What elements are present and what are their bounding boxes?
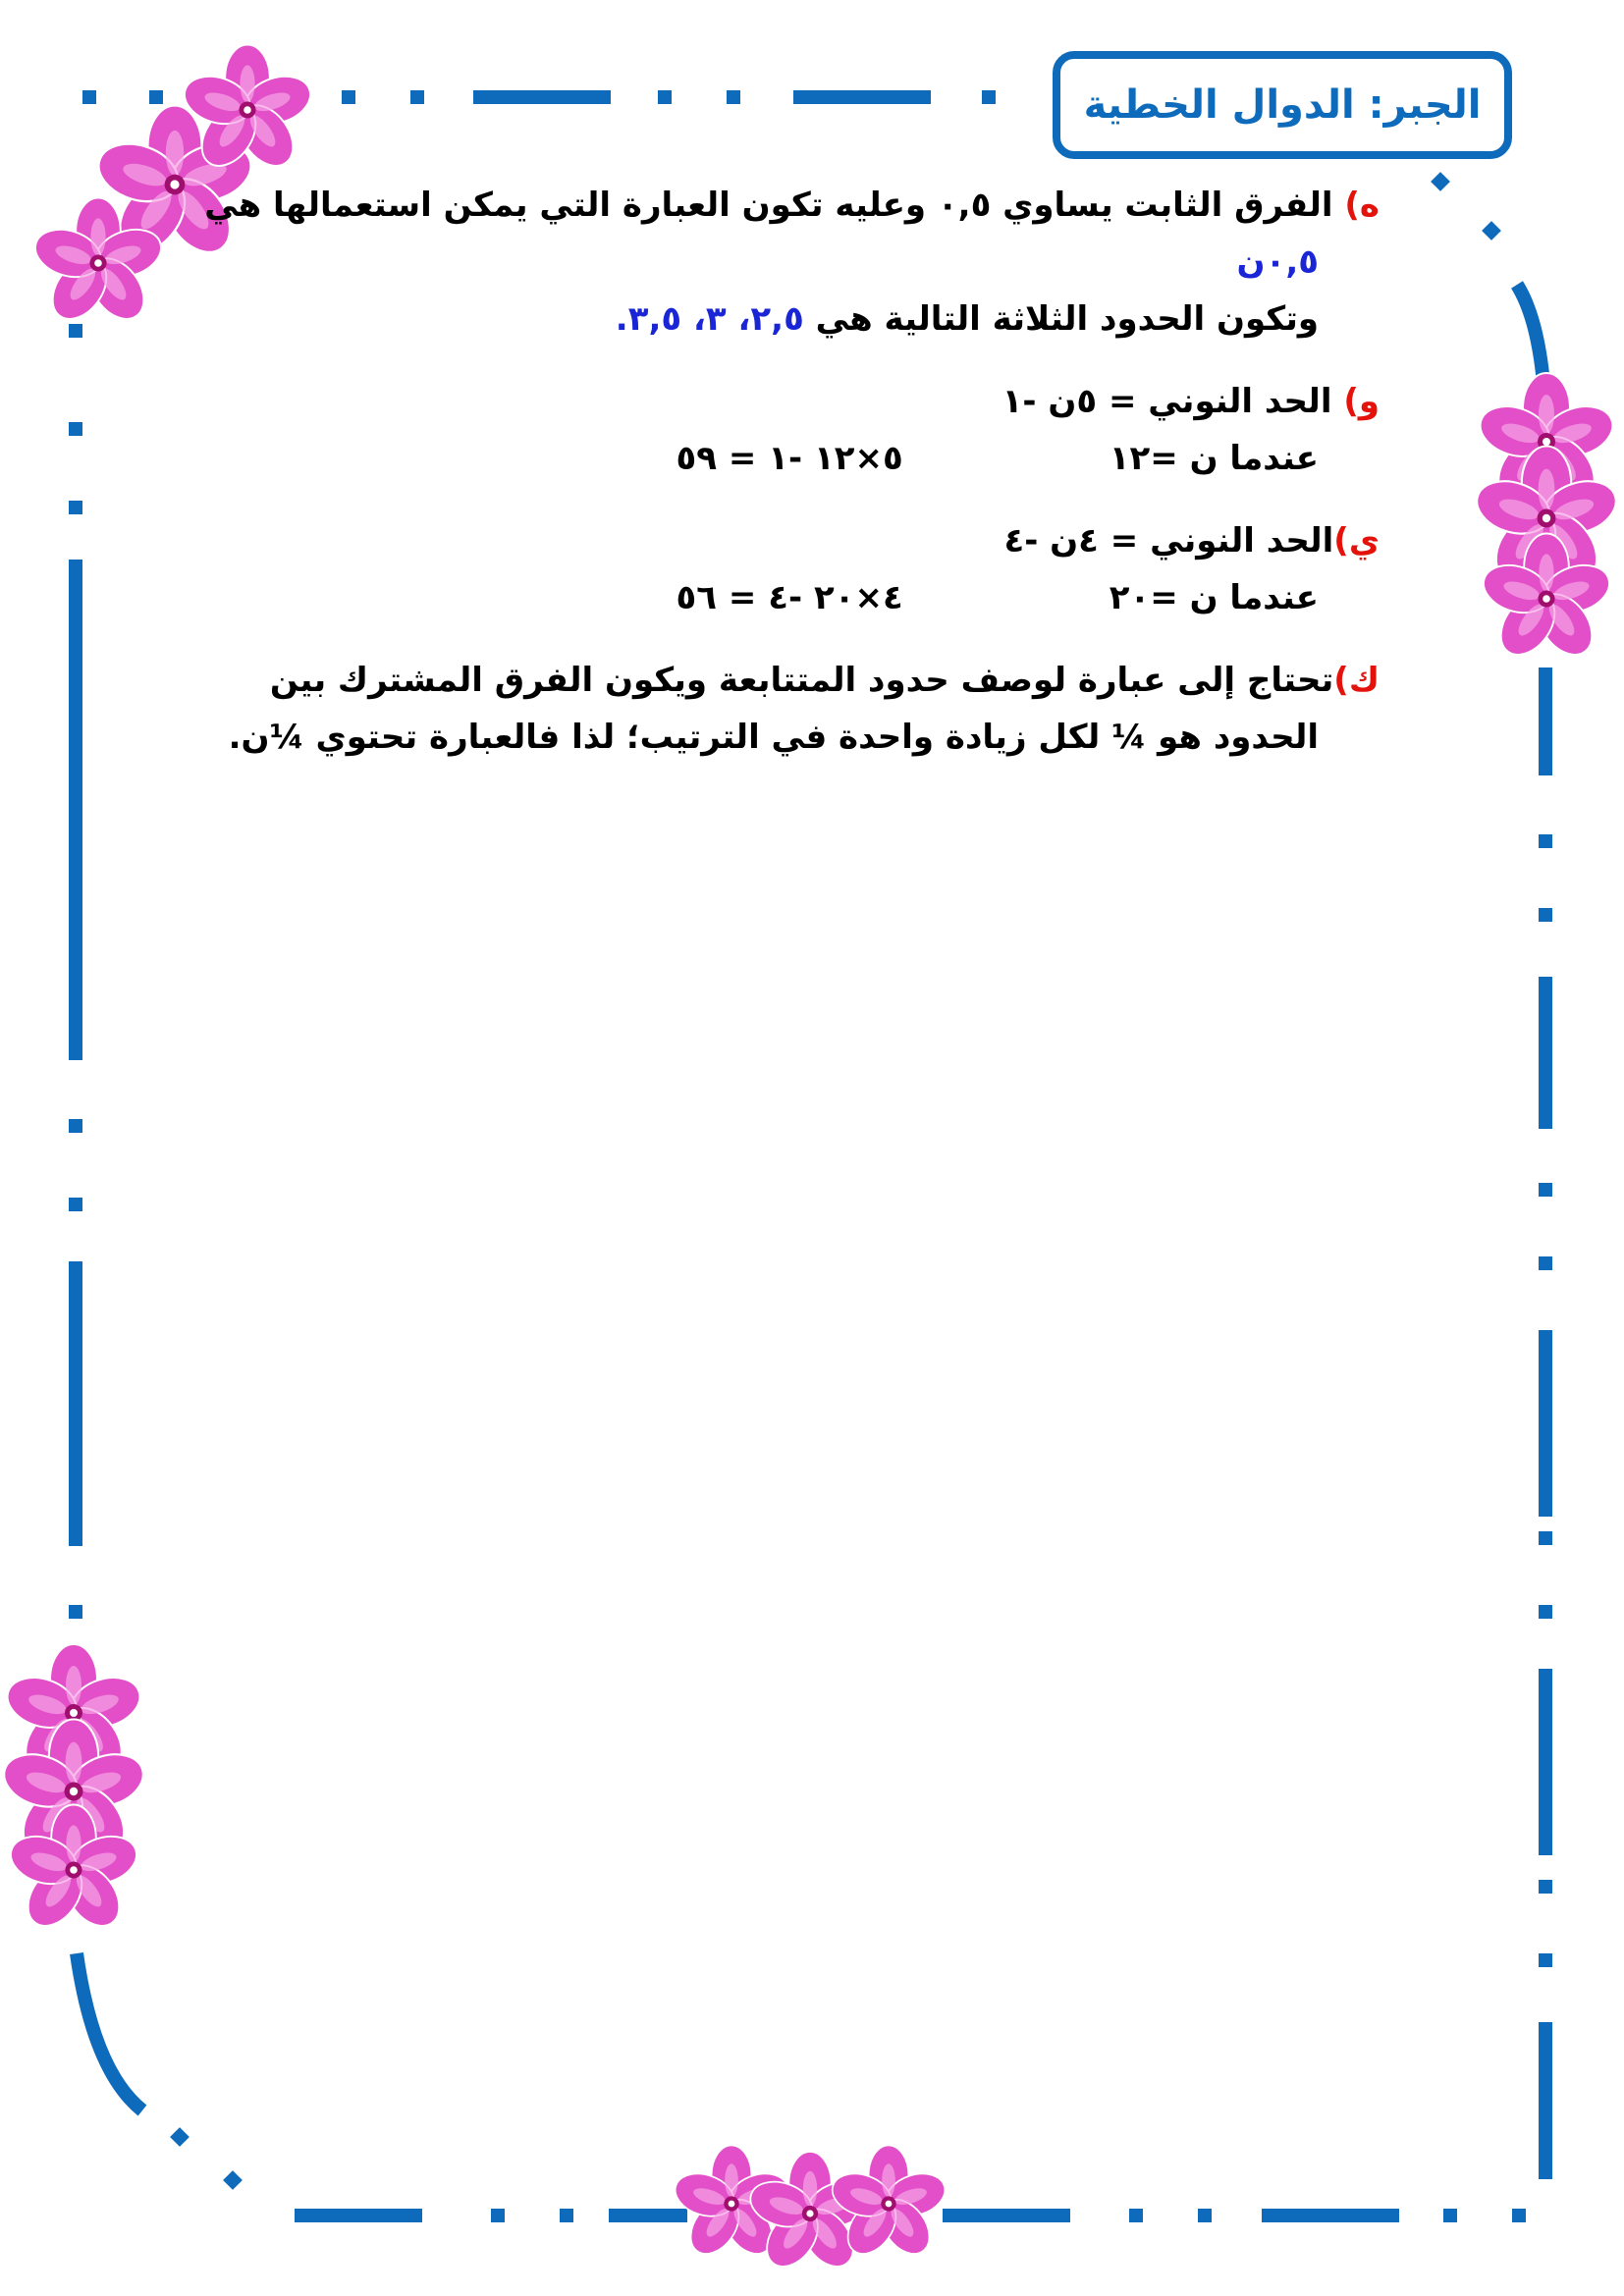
section-label: ي): [1333, 521, 1380, 561]
expression: ٠,٥ن: [1236, 242, 1319, 282]
calculation: ٤×٢٠ -٤ = ٥٦: [676, 578, 903, 617]
section-label: و): [1343, 382, 1380, 421]
section-text: وتكون الحدود الثلاثة التالية هي: [803, 299, 1319, 339]
section-text: الحد النوني = ٤ن -٤: [1003, 521, 1334, 561]
section-text: الحد النوني = ٥ن -١: [1001, 382, 1344, 421]
section-text: الحدود هو ¼ لكل زيادة واحدة في الترتيب؛ لذا فالعبارة تحتوي ¼ن.: [228, 718, 1319, 757]
section-h-line2: [147, 291, 1380, 347]
section-h-line1: [147, 177, 1380, 234]
section-h-expr: [147, 234, 1380, 291]
section-label: ه): [1344, 186, 1380, 225]
section-k-line2: [147, 709, 1380, 766]
calculation: ٥×١٢ -١ = ٥٩: [676, 439, 903, 478]
page-title: الجبر: الدوال الخطية: [1083, 82, 1482, 128]
condition-text: عندما ن =٢٠: [1109, 578, 1319, 617]
section-w-line1: [147, 373, 1380, 430]
flower-icon: [670, 2146, 950, 2276]
condition-text: عندما ن =١٢: [1109, 439, 1319, 478]
flower-icon: [0, 1644, 150, 1936]
section-k-line1: [147, 652, 1380, 709]
title-box: [1053, 51, 1512, 159]
flower-icon: [1470, 373, 1622, 665]
section-label: ك): [1333, 661, 1380, 700]
content: [147, 177, 1380, 766]
terms-values: ٢,٥، ٣، ٣,٥.: [615, 299, 804, 339]
section-y-line1: [147, 512, 1380, 569]
section-text: الفرق الثابت يساوي ٠,٥ وعليه تكون العبارة التي يمكن استعمالها هي: [204, 186, 1345, 225]
section-w-calc-row: [147, 430, 1380, 487]
section-text: تحتاج إلى عبارة لوصف حدود المتتابعة ويكون الفرق المشترك بين: [269, 661, 1334, 700]
section-y-calc-row: [147, 569, 1380, 626]
